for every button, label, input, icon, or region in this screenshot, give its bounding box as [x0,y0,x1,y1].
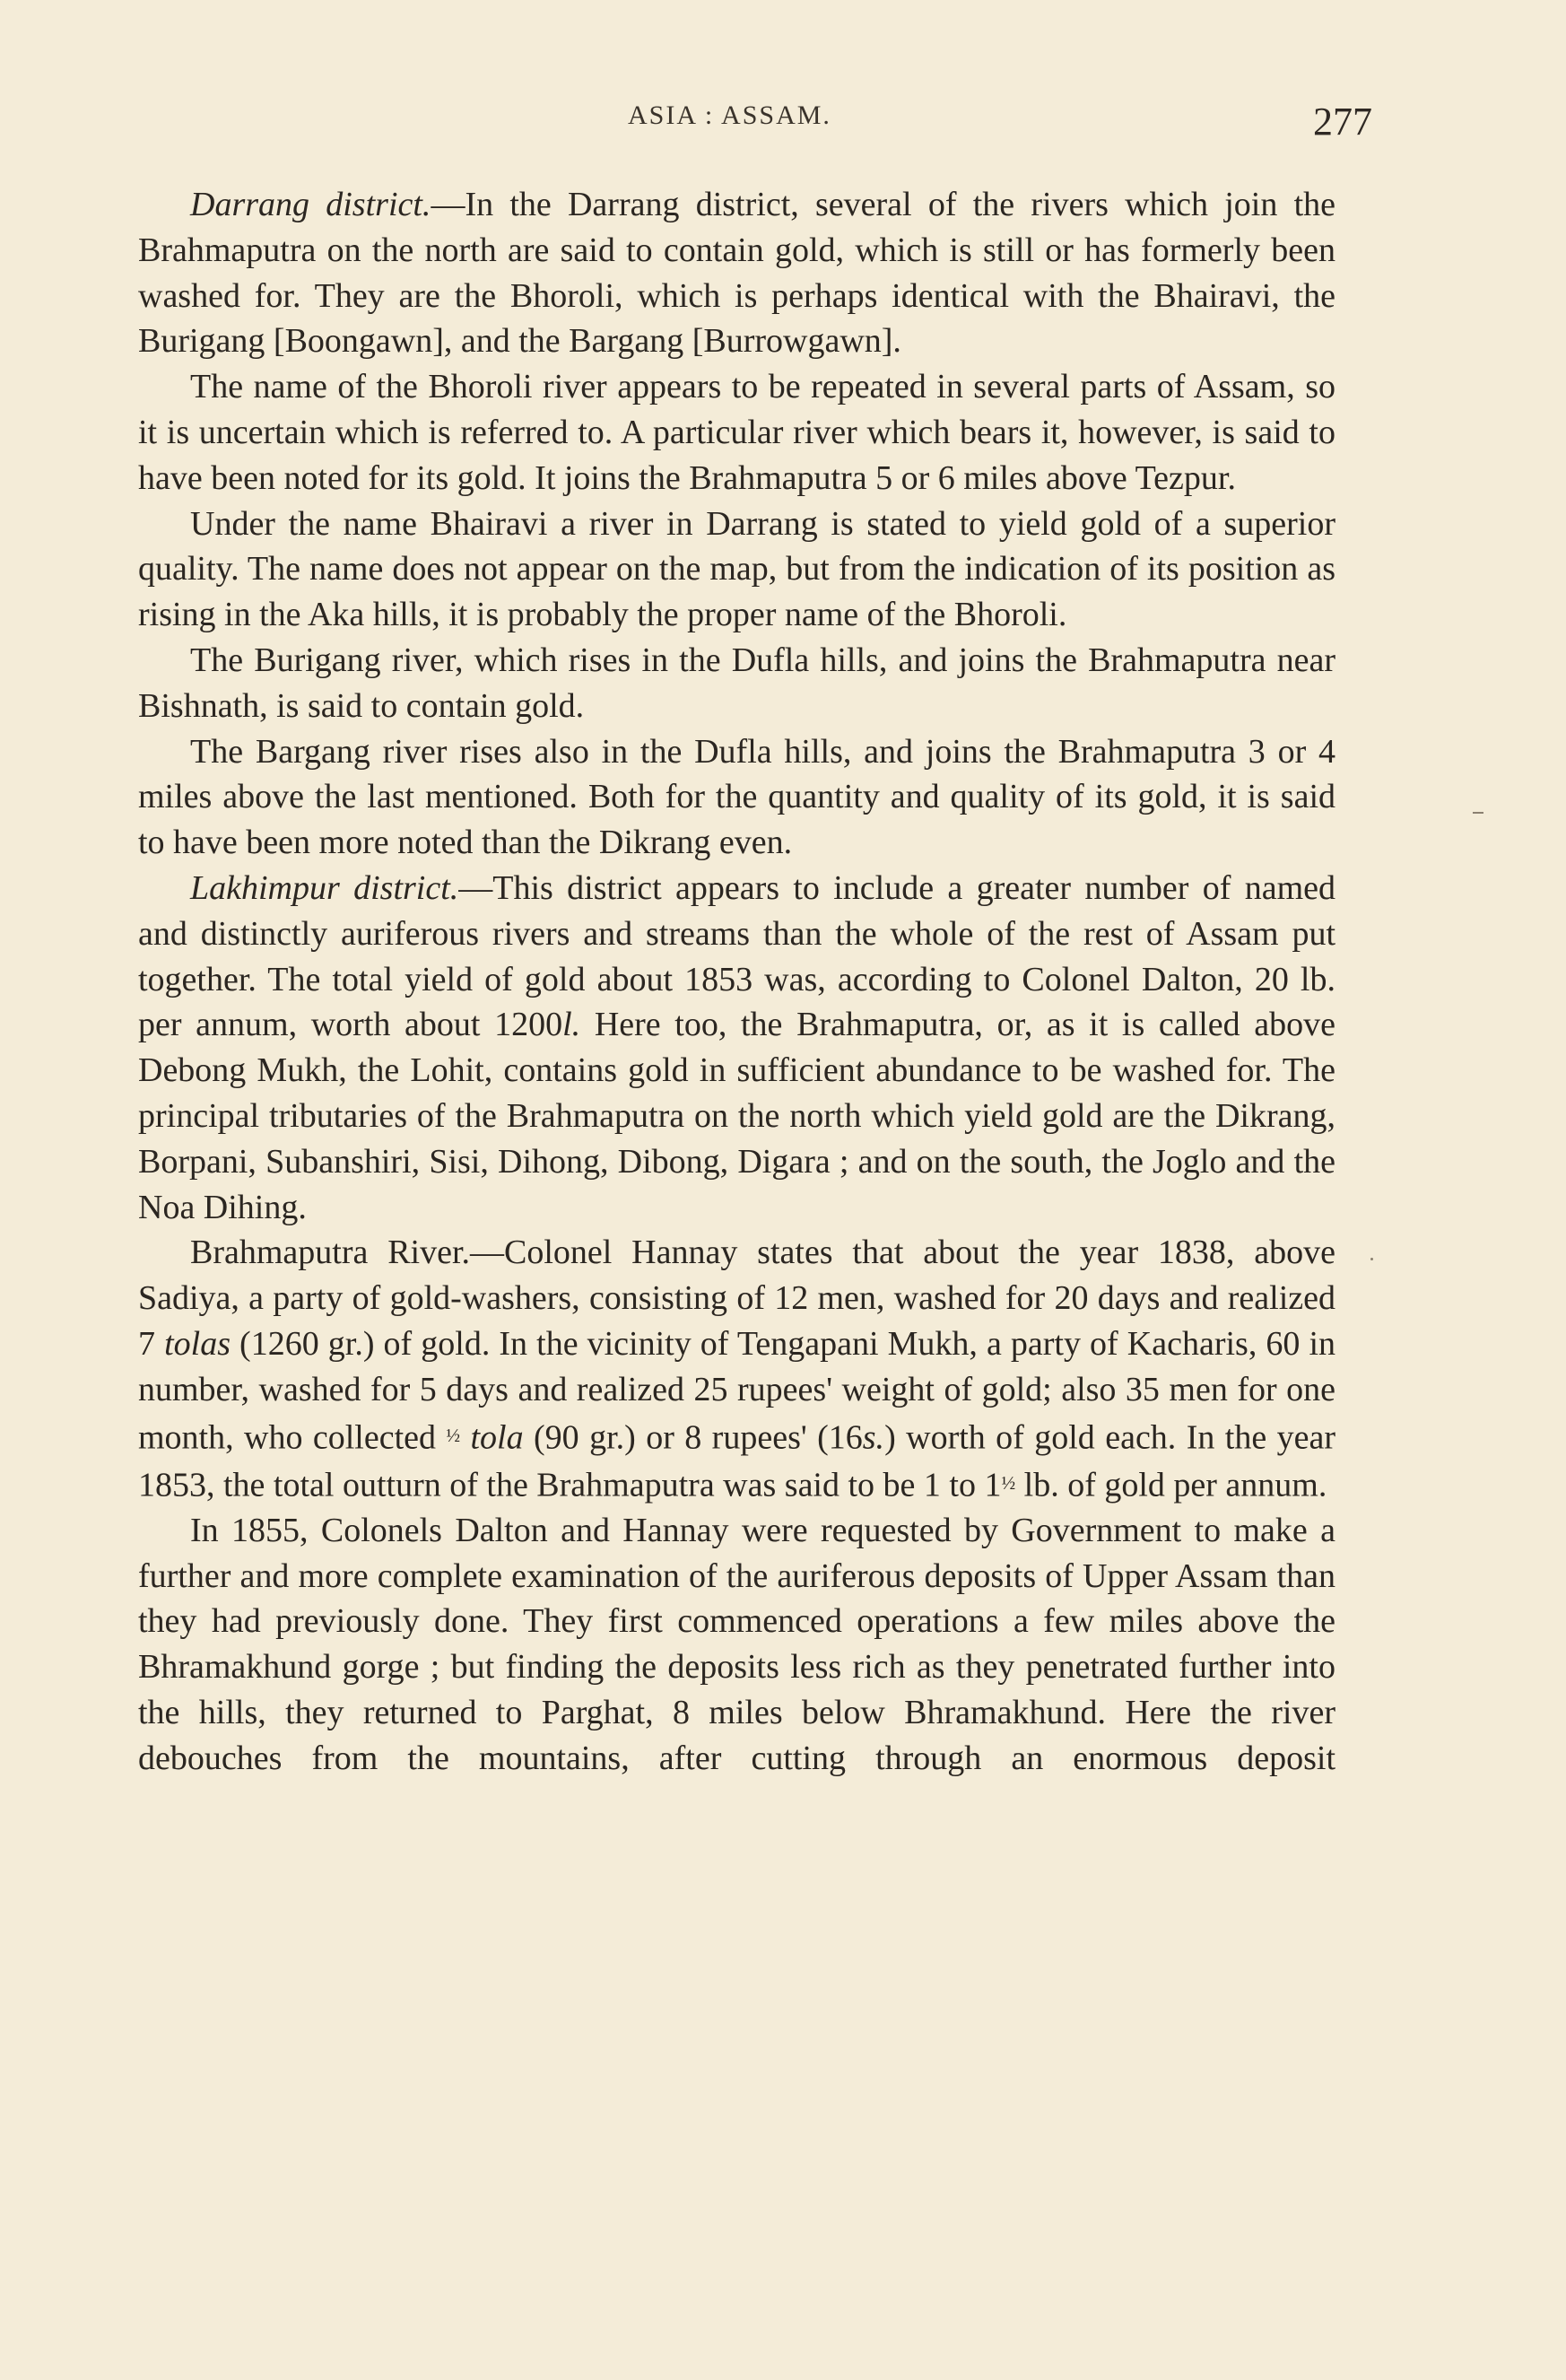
paragraph-brahmaputra [138,1230,1335,1507]
body-text [138,182,1335,1782]
section-title-darrang: Darrang district. [190,186,431,223]
italic-term: tolas [164,1324,231,1363]
paragraph-text: Here too, the Brahmaputra, or, as it is called above Debong Mukh, the Lohit, contains gold in sufficient abundance to be washed for. The principal tributaries of the Brahmaputra on the north which yield gold are the Dikrang, Borpani, Subanshiri, Sisi, Dihong, Dibong, Digara ; and on the south, the Joglo and the Noa Dihing. [138,1006,1335,1226]
italic-term: tola [470,1417,524,1456]
page-number: 277 [1313,100,1372,144]
fraction: ½ [446,1424,461,1446]
fraction: ½ [1001,1471,1016,1494]
paragraph-burigang: The Burigang river, which rises in the Dufla hills, and joins the Brahmaputra near Bishnath, is said to contain gold. [138,641,1335,725]
paragraph-1855: In 1855, Colonels Dalton and Hannay were requested by Government to make a further and more complete examination of the auriferous deposits of Upper Assam than they had previously done. They first commenced operations a few miles above the Bhramakhund gorge ; but finding the deposits less rich as they penetrated further into the hills, they returned to Parghat, 8 miles below Bhramakhund. Here the river debouches from the mountains, after cutting through an enormous deposit [138,1511,1335,1777]
paragraph-text: ) worth of gold each. In the year 1853, the total outturn of the Brahmaputra was said to be 1 to 1 [138,1417,1335,1504]
paragraph-darrang [138,182,1335,364]
margin-dot [1370,1258,1373,1260]
paragraph-text: —In the Darrang district, several of the rivers which join the Brahmaputra on the north are said to contain gold, which is still or has formerly been washed for. They are the Bhoroli, which is perhaps identical with the Bhairavi, the Burigang [Boongawn], and the Bargang [Burrowgawn]. [138,186,1335,361]
section-title-lakhimpur: Lakhimpur district. [190,868,459,907]
paragraph-text: Brahmaputra River.—Colonel Hannay states that about the year 1838, above Sadiya, a party of gold-washers, consisting of 12 men, washed for 20 days and realized 7 [138,1234,1335,1363]
paragraph-text: lb. of gold per annum. [1015,1465,1327,1504]
shilling-abbrev: s. [862,1417,885,1456]
running-head: ASIA : ASSAM. [628,100,831,130]
paragraph-text: —This district appears to include a greater number of named and distinctly auriferous rivers and streams than the whole of the rest of Assam put together. The total yield of gold about 1853 was, according to Colonel Dalton, 20 lb. per annum, worth about 1200 [138,868,1335,1044]
paragraph-bargang: The Bargang river rises also in the Dufla hills, and joins the Brahmaputra 3 or 4 miles above the last mentioned. Both for the quantity and quality of its gold, it is said to have been more noted than the Dikrang even. [138,732,1335,862]
paragraph-text: (1260 gr.) of gold. In the vicinity of Tengapani Mukh, a party of Kacharis, 60 in number, washed for 5 days and realized 25 rupees' weight of gold; also 35 men for one month, who collected [138,1324,1336,1456]
paragraph-text: (90 gr.) or 8 rupees' (16 [523,1417,863,1456]
margin-mark [1473,812,1483,814]
pound-abbrev: l. [562,1006,581,1044]
paragraph-bhairavi: Under the name Bhairavi a river in Darrang is stated to yield gold of a superior quality. The name does not appear on the map, but from the indication of its position as rising in the Aka hills, it is probably the proper name of the Bhoroli. [138,504,1335,634]
paragraph-lakhimpur [138,866,1335,1230]
paragraph-bhoroli: The name of the Bhoroli river appears to be repeated in several parts of Assam, so it is uncertain which is referred to. A particular river which bears it, however, is said to have been noted for its gold. It joins the Brahmaputra 5 or 6 miles above Tezpur. [138,368,1335,497]
